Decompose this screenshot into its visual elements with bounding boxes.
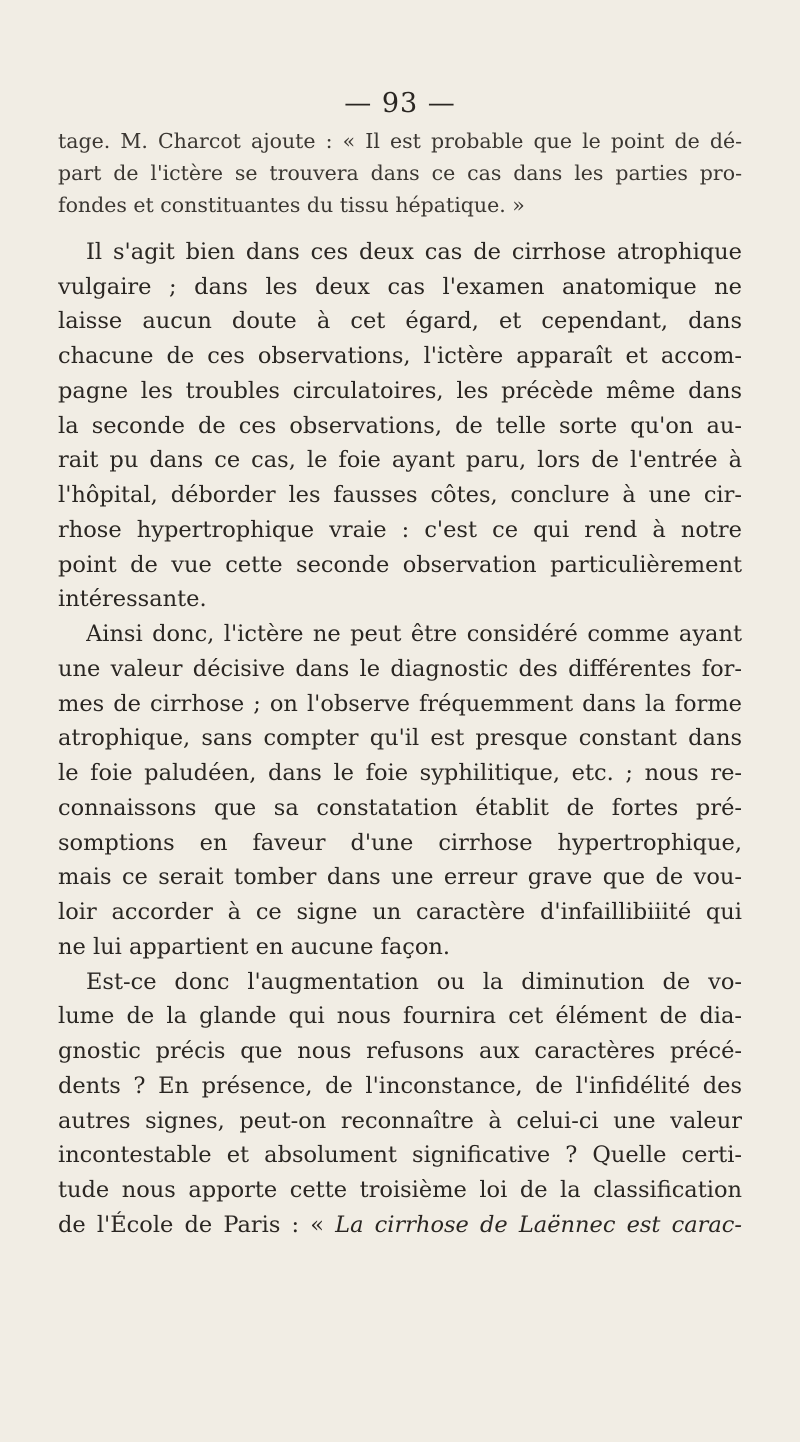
- text-line: mais ce serait tomber dans une erreur grave que de vou-: [58, 864, 742, 890]
- text-line: ne lui appartient en aucune façon.: [58, 934, 451, 960]
- text-line: le foie paludéen, dans le foie syphilitique, etc. ; nous re-: [58, 760, 742, 786]
- text-line: point de vue cette seconde observation particulièrement: [58, 552, 742, 578]
- final-line-text: de l'École de Paris : «: [58, 1212, 324, 1238]
- text-line: lume de la glande qui nous fournira cet élément de dia-: [58, 1003, 742, 1029]
- text-line: Est-ce donc l'augmentation ou la diminution de vo-: [86, 969, 742, 995]
- italic-quote: La cirrhose de Laënnec est carac-: [335, 1212, 742, 1238]
- text-line: rait pu dans ce cas, le foie ayant paru, lors de l'entrée à: [58, 447, 742, 473]
- text-line: tage. M. Charcot ajoute : « Il est probable que le point de dé-: [58, 129, 742, 153]
- text-line: l'hôpital, déborder les fausses côtes, conclure à une cir-: [58, 482, 742, 508]
- text-line: laisse aucun doute à cet égard, et cependant, dans: [58, 308, 742, 334]
- text-line: connaissons que sa constatation établit de fortes pré-: [58, 795, 742, 821]
- text-line: chacune de ces observations, l'ictère apparaît et accom-: [58, 343, 742, 369]
- text-line: rhose hypertrophique vraie : c'est ce qui rend à notre: [58, 517, 742, 543]
- text-line-final: [58, 1209, 742, 1241]
- text-line: intéressante.: [58, 586, 207, 612]
- text-line: tude nous apporte cette troisième loi de la classification: [58, 1177, 742, 1203]
- text-line: fondes et constituantes du tissu hépatique. »: [58, 193, 525, 217]
- text-line: la seconde de ces observations, de telle sorte qu'on au-: [58, 413, 742, 439]
- text-line: dents ? En présence, de l'inconstance, de l'infidélité des: [58, 1073, 742, 1099]
- page-number: — 93 —: [344, 88, 456, 119]
- text-line: une valeur décisive dans le diagnostic des différentes for-: [58, 656, 742, 682]
- text-line: pagne les troubles circulatoires, les précède même dans: [58, 378, 742, 404]
- text-line: autres signes, peut-on reconnaître à celui-ci une valeur: [58, 1108, 742, 1134]
- text-line: gnostic précis que nous refusons aux caractères précé-: [58, 1038, 742, 1064]
- text-line: vulgaire ; dans les deux cas l'examen anatomique ne: [58, 274, 742, 300]
- text-line: Il s'agit bien dans ces deux cas de cirrhose atrophique: [86, 239, 742, 265]
- text-line: somptions en faveur d'une cirrhose hypertrophique,: [58, 830, 742, 856]
- text-line: Ainsi donc, l'ictère ne peut être considéré comme ayant: [86, 621, 742, 647]
- text-line: incontestable et absolument significative ? Quelle certi-: [58, 1142, 742, 1168]
- text-line: part de l'ictère se trouvera dans ce cas dans les parties pro-: [58, 161, 742, 185]
- text-line: loir accorder à ce signe un caractère d'infaillibiiité qui: [58, 899, 742, 925]
- text-line: atrophique, sans compter qu'il est presque constant dans: [58, 725, 742, 751]
- text-line: mes de cirrhose ; on l'observe fréquemment dans la forme: [58, 691, 742, 717]
